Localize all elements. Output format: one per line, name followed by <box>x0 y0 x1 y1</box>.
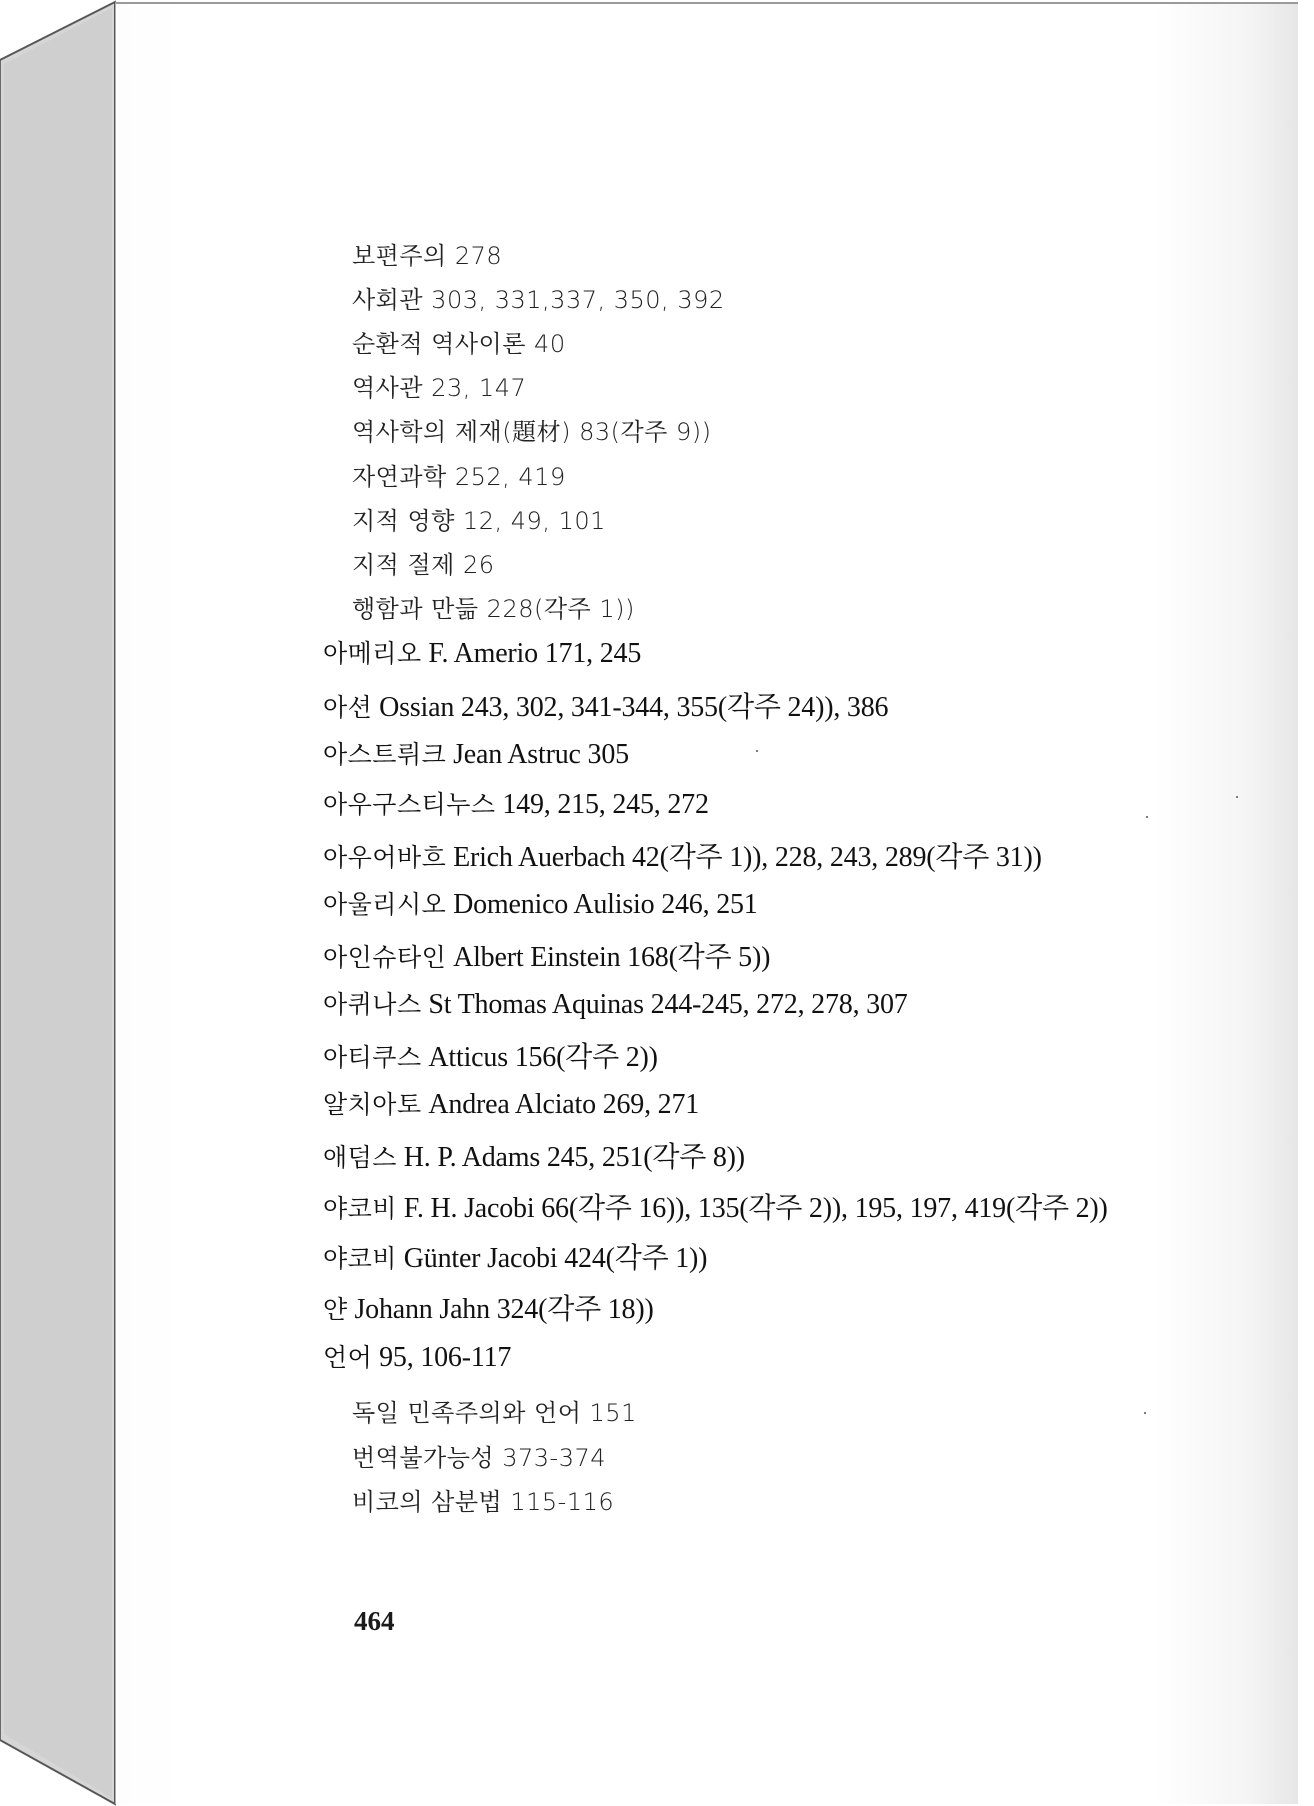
index-subentry: 역사학의 제재(題材) 83(각주 9)) <box>352 418 712 446</box>
entry-korean-name: 아스트뤼크 <box>323 740 447 769</box>
entry-detail: 149, 215, 245, 272 <box>495 789 709 820</box>
scan-speck <box>1236 796 1238 798</box>
entry-detail: Jean Astruc 305 <box>446 739 629 770</box>
entry-korean-name: 아션 <box>323 693 373 722</box>
entry-korean-name: 야코비 <box>323 1194 397 1223</box>
scan-speck <box>756 750 758 752</box>
index-entry <box>323 885 758 921</box>
index-entries <box>116 4 1298 1804</box>
entry-korean-name: 아울리시오 <box>323 890 447 919</box>
entry-detail: Albert Einstein 168(각주 5)) <box>446 942 771 973</box>
entry-detail: Andrea Alciato 269, 271 <box>421 1089 700 1120</box>
entry-detail: H. P. Adams 245, 251(각주 8)) <box>396 1142 745 1173</box>
index-entry <box>323 1338 511 1374</box>
index-subentry: 비코의 삼분법 115-116 <box>352 1488 615 1516</box>
entry-korean-name: 야코비 <box>323 1244 397 1273</box>
entry-detail: 95, 106-117 <box>372 1342 512 1373</box>
index-subentry: 독일 민족주의와 언어 151 <box>352 1399 637 1427</box>
index-entry <box>323 1236 707 1276</box>
entry-detail: Ossian 243, 302, 341-344, 355(각주 24)), 386 <box>372 692 889 723</box>
index-subentry: 순환적 역사이론 40 <box>352 330 566 358</box>
index-entry <box>323 1135 745 1175</box>
index-subentry: 행함과 만듦 228(각주 1)) <box>352 595 635 623</box>
index-subentry: 번역불가능성 373-374 <box>352 1444 607 1472</box>
entry-detail: F. H. Jacobi 66(각주 16)), 135(각주 2)), 195, 197, 419(각주 2)) <box>396 1193 1108 1224</box>
entry-detail: St Thomas Aquinas 244-245, 272, 278, 307 <box>421 989 908 1020</box>
index-subentry: 사회관 303, 331,337, 350, 392 <box>352 286 725 314</box>
index-entry <box>323 1085 699 1121</box>
index-entry <box>323 735 629 771</box>
index-subentry: 역사관 23, 147 <box>352 374 527 402</box>
index-entry <box>323 935 770 975</box>
index-subentry: 지적 절제 26 <box>352 551 495 579</box>
entry-korean-name: 아퀴나스 <box>323 990 422 1019</box>
index-subentry: 보편주의 278 <box>352 242 503 270</box>
index-entry <box>323 1035 658 1075</box>
entry-korean-name: 아우구스티누스 <box>323 790 496 819</box>
scan-speck <box>1144 1412 1146 1414</box>
entry-korean-name: 아메리오 <box>323 639 422 668</box>
index-entry <box>323 785 709 821</box>
entry-korean-name: 아인슈타인 <box>323 943 447 972</box>
entry-korean-name: 얀 <box>323 1295 348 1324</box>
entry-korean-name: 알치아토 <box>323 1090 422 1119</box>
index-entry <box>323 634 641 670</box>
entry-detail: Domenico Aulisio 246, 251 <box>446 889 758 920</box>
entry-detail: Atticus 156(각주 2)) <box>421 1042 658 1073</box>
index-subentry: 자연과학 252, 419 <box>352 463 566 491</box>
index-entry <box>323 985 908 1021</box>
entry-korean-name: 언어 <box>323 1343 373 1372</box>
index-entry <box>323 685 888 725</box>
entry-korean-name: 아우어바흐 <box>323 843 447 872</box>
entry-detail: Günter Jacobi 424(각주 1)) <box>396 1243 708 1274</box>
entry-detail: Johann Jahn 324(각주 18)) <box>347 1294 654 1325</box>
scan-speck <box>1146 816 1148 818</box>
entry-korean-name: 아티쿠스 <box>323 1043 422 1072</box>
entry-detail: Erich Auerbach 42(각주 1)), 228, 243, 289(각주 31)) <box>446 842 1042 873</box>
entry-detail: F. Amerio 171, 245 <box>421 638 642 669</box>
index-entry <box>323 835 1042 875</box>
index-subentry: 지적 영향 12, 49, 101 <box>352 507 606 535</box>
index-entry <box>323 1186 1108 1226</box>
entry-korean-name: 애덤스 <box>323 1143 397 1172</box>
index-page <box>115 2 1298 1804</box>
index-entry <box>323 1287 654 1327</box>
page-number: 464 <box>354 1606 395 1636</box>
